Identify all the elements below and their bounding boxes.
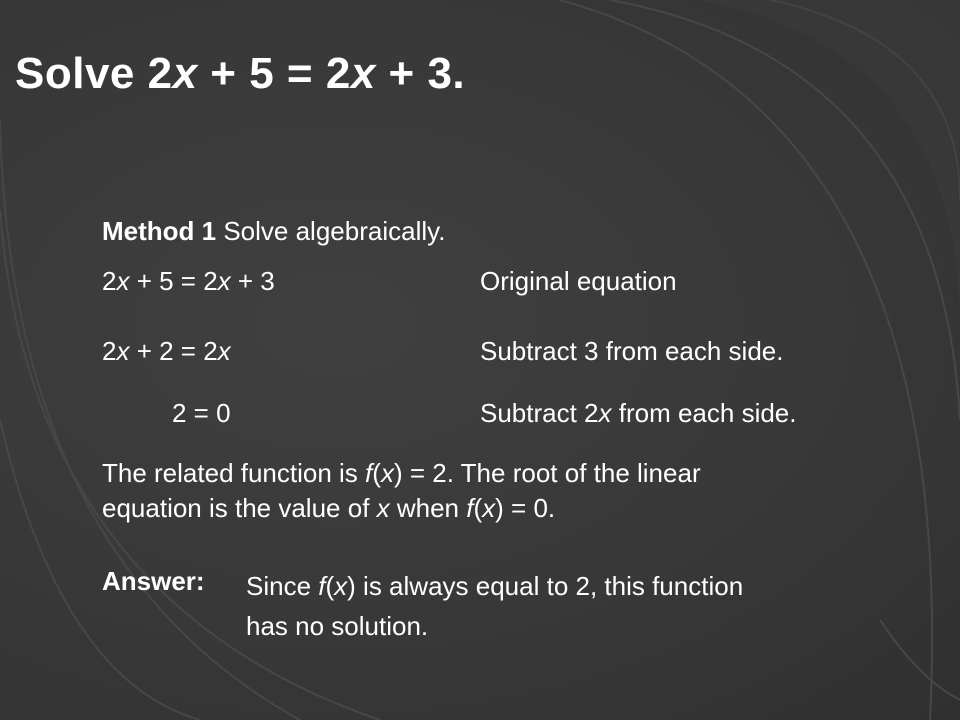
answer-text (246, 566, 743, 646)
annotation-step-2: Subtract 3 from each side. (480, 336, 784, 366)
method-description: Solve algebraically. (216, 216, 446, 246)
related-line-2: equation is the value of x when f(x) = 0. (102, 493, 556, 523)
equation-step-2: 2x + 2 = 2x (102, 336, 231, 366)
answer-line-1: Since f(x) is always equal to 2, this function (246, 571, 744, 601)
answer-label: Answer: (102, 566, 205, 596)
equation-step-1: 2x + 5 = 2x + 3 (102, 266, 275, 296)
answer-line-2: has no solution. (246, 611, 429, 641)
annotation-step-1: Original equation (480, 266, 677, 296)
equation-step-3: 2 = 0 (172, 398, 231, 428)
related-line-1: The related function is f(x) = 2. The root of the linear (102, 458, 701, 488)
slide-title: Solve 2x + 5 = 2x + 3. (15, 49, 466, 98)
related-function-paragraph (102, 456, 701, 526)
method-heading (102, 214, 445, 248)
annotation-step-3: Subtract 2x from each side. (480, 398, 797, 428)
method-label: Method 1 (102, 216, 217, 246)
